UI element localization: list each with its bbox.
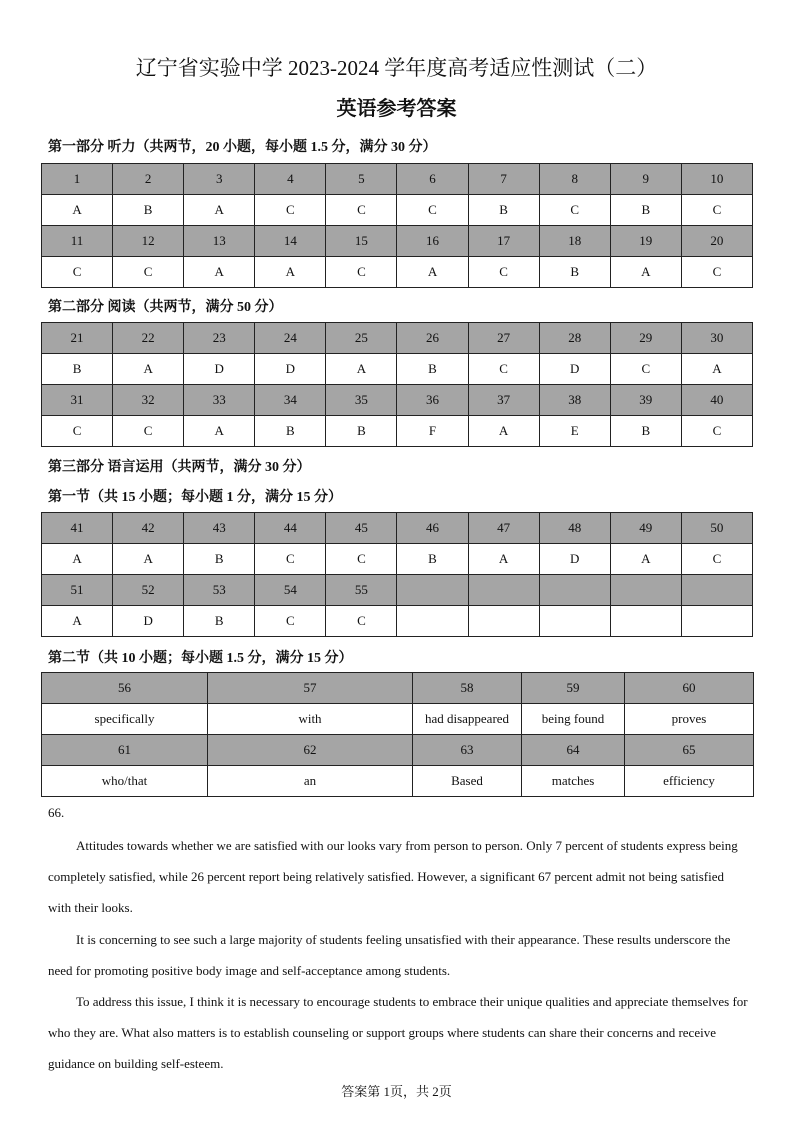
question-number-cell: 6 bbox=[397, 164, 468, 195]
answer-cell: A bbox=[468, 544, 539, 575]
question-number-cell: 16 bbox=[397, 226, 468, 257]
answer-cell: C bbox=[255, 606, 326, 637]
question-number-cell: 52 bbox=[113, 575, 184, 606]
answer-cell: A bbox=[113, 544, 184, 575]
question-number-cell: 9 bbox=[610, 164, 681, 195]
question-number-cell: 21 bbox=[42, 323, 113, 354]
answer-cell: A bbox=[255, 257, 326, 288]
question-number-cell: 55 bbox=[326, 575, 397, 606]
question-number-cell: 54 bbox=[255, 575, 326, 606]
question-number-cell: 35 bbox=[326, 385, 397, 416]
question-number-cell: 24 bbox=[255, 323, 326, 354]
question-number-cell: 45 bbox=[326, 513, 397, 544]
answer-row bbox=[42, 766, 754, 797]
question-number-cell: 51 bbox=[42, 575, 113, 606]
answer-cell: matches bbox=[522, 766, 625, 797]
answer-cell: an bbox=[208, 766, 413, 797]
question-number-cell bbox=[539, 575, 610, 606]
answer-cell: A bbox=[184, 257, 255, 288]
answer-cell: A bbox=[184, 416, 255, 447]
answer-cell: specifically bbox=[42, 704, 208, 735]
answer-cell bbox=[397, 606, 468, 637]
answer-cell: A bbox=[42, 544, 113, 575]
question-number-cell: 22 bbox=[113, 323, 184, 354]
answer-cell: C bbox=[681, 257, 752, 288]
answer-cell: C bbox=[113, 257, 184, 288]
question-number-cell: 2 bbox=[113, 164, 184, 195]
answer-cell: B bbox=[468, 195, 539, 226]
answer-row bbox=[42, 354, 753, 385]
question-number-cell: 20 bbox=[681, 226, 752, 257]
question-number-cell: 12 bbox=[113, 226, 184, 257]
question-number-cell: 14 bbox=[255, 226, 326, 257]
answer-cell: A bbox=[326, 354, 397, 385]
part2-heading: 第二部分 阅读（共两节，满分 50 分） bbox=[48, 300, 283, 315]
part3-heading: 第三部分 语言运用（共两节，满分 30 分） bbox=[48, 460, 311, 475]
question-number-cell: 40 bbox=[681, 385, 752, 416]
question-number-row bbox=[42, 575, 753, 606]
answer-cell: C bbox=[113, 416, 184, 447]
question-number-cell bbox=[610, 575, 681, 606]
question-number-cell: 1 bbox=[42, 164, 113, 195]
answer-cell: C bbox=[610, 354, 681, 385]
question-number-cell: 44 bbox=[255, 513, 326, 544]
answer-cell: with bbox=[208, 704, 413, 735]
answer-cell: F bbox=[397, 416, 468, 447]
question-number-cell: 37 bbox=[468, 385, 539, 416]
answer-cell: A bbox=[113, 354, 184, 385]
answer-cell: C bbox=[42, 257, 113, 288]
question-number-cell: 4 bbox=[255, 164, 326, 195]
answer-cell: B bbox=[397, 544, 468, 575]
part3-section2-heading: 第二节（共 10 小题；每小题 1.5 分，满分 15 分） bbox=[48, 651, 353, 666]
part3-section1-answer-table bbox=[41, 512, 753, 637]
answer-cell: A bbox=[610, 544, 681, 575]
question-number-cell bbox=[468, 575, 539, 606]
question-number-cell: 61 bbox=[42, 735, 208, 766]
document-subtitle: 英语参考答案 bbox=[336, 98, 457, 120]
question-number-cell bbox=[681, 575, 752, 606]
writing-paragraph: It is concerning to see such a large majority of students feeling unsatisfied with their appearance. These results underscore the need for promoting positive body image and self-acceptance among students. bbox=[48, 932, 731, 978]
answer-cell: C bbox=[681, 544, 752, 575]
question-number-cell: 46 bbox=[397, 513, 468, 544]
question-number-row bbox=[42, 164, 753, 195]
answer-cell: D bbox=[255, 354, 326, 385]
question-number-cell: 5 bbox=[326, 164, 397, 195]
answer-cell: C bbox=[539, 195, 610, 226]
answer-cell: A bbox=[42, 606, 113, 637]
question-number-cell: 43 bbox=[184, 513, 255, 544]
answer-cell: D bbox=[184, 354, 255, 385]
question-number-cell: 36 bbox=[397, 385, 468, 416]
answer-cell: C bbox=[468, 354, 539, 385]
answer-cell: C bbox=[397, 195, 468, 226]
question-number-row bbox=[42, 385, 753, 416]
question-number-cell: 28 bbox=[539, 323, 610, 354]
answer-cell: B bbox=[539, 257, 610, 288]
answer-row bbox=[42, 416, 753, 447]
answer-cell: B bbox=[113, 195, 184, 226]
question-number-cell: 49 bbox=[610, 513, 681, 544]
question-number-cell: 15 bbox=[326, 226, 397, 257]
answer-cell: C bbox=[681, 195, 752, 226]
question-number-cell: 33 bbox=[184, 385, 255, 416]
question-number-cell: 30 bbox=[681, 323, 752, 354]
part2-answer-table bbox=[41, 322, 753, 447]
answer-cell: D bbox=[539, 354, 610, 385]
question-number-cell: 34 bbox=[255, 385, 326, 416]
question-number-cell: 47 bbox=[468, 513, 539, 544]
question-number-cell: 38 bbox=[539, 385, 610, 416]
question-number-cell: 56 bbox=[42, 673, 208, 704]
question-number-cell: 42 bbox=[113, 513, 184, 544]
answer-cell: A bbox=[468, 416, 539, 447]
question-number-cell: 10 bbox=[681, 164, 752, 195]
question-number-cell: 48 bbox=[539, 513, 610, 544]
question-number-cell: 7 bbox=[468, 164, 539, 195]
question-number-cell: 57 bbox=[208, 673, 413, 704]
question-number-cell: 23 bbox=[184, 323, 255, 354]
question-number-cell: 59 bbox=[522, 673, 625, 704]
answer-cell: C bbox=[681, 416, 752, 447]
question-number-cell: 62 bbox=[208, 735, 413, 766]
answer-cell: B bbox=[184, 606, 255, 637]
answer-cell: who/that bbox=[42, 766, 208, 797]
question-number-cell: 26 bbox=[397, 323, 468, 354]
answer-cell: C bbox=[42, 416, 113, 447]
question-number-row bbox=[42, 226, 753, 257]
answer-cell: A bbox=[610, 257, 681, 288]
question-number-cell: 39 bbox=[610, 385, 681, 416]
answer-cell bbox=[539, 606, 610, 637]
question-number-cell: 27 bbox=[468, 323, 539, 354]
question-number-cell: 13 bbox=[184, 226, 255, 257]
answer-cell: C bbox=[255, 544, 326, 575]
question-number-cell: 58 bbox=[413, 673, 522, 704]
writing-paragraph: Attitudes towards whether we are satisfied with our looks vary from person to person. Only 7 percent of students express being completely satisfied, while 26 percent report being relatively satisfied. However, a significant 67 percent admit not being satisfied with their looks. bbox=[48, 838, 738, 915]
part1-answer-table bbox=[41, 163, 753, 288]
question-number-cell: 17 bbox=[468, 226, 539, 257]
answer-cell: proves bbox=[625, 704, 754, 735]
answer-cell: C bbox=[326, 195, 397, 226]
question-number-cell: 32 bbox=[113, 385, 184, 416]
answer-cell: A bbox=[42, 195, 113, 226]
question-number-cell: 18 bbox=[539, 226, 610, 257]
question-number-row bbox=[42, 673, 754, 704]
answer-cell bbox=[610, 606, 681, 637]
question-number-cell: 11 bbox=[42, 226, 113, 257]
answer-cell: D bbox=[539, 544, 610, 575]
question-number-row bbox=[42, 735, 754, 766]
question-number-cell: 63 bbox=[413, 735, 522, 766]
question-number-cell: 19 bbox=[610, 226, 681, 257]
writing-question-number: 66. bbox=[48, 805, 65, 820]
answer-cell: had disappeared bbox=[413, 704, 522, 735]
answer-cell: C bbox=[468, 257, 539, 288]
question-number-cell: 53 bbox=[184, 575, 255, 606]
answer-cell: B bbox=[610, 416, 681, 447]
answer-cell: C bbox=[255, 195, 326, 226]
part1-heading: 第一部分 听力（共两节，20 小题，每小题 1.5 分，满分 30 分） bbox=[48, 140, 437, 155]
writing-paragraph: To address this issue, I think it is necessary to encourage students to embrace their unique qualities and appreciate themselves for who they are. What also matters is to establish counseling or support groups where students can share their concerns and receive guidance on building self-esteem. bbox=[48, 994, 748, 1071]
answer-row bbox=[42, 704, 754, 735]
answer-cell bbox=[468, 606, 539, 637]
answer-cell: Based bbox=[413, 766, 522, 797]
question-number-cell: 41 bbox=[42, 513, 113, 544]
answer-cell: A bbox=[681, 354, 752, 385]
document-title: 辽宁省实验中学 2023-2024 学年度高考适应性测试（二） bbox=[135, 56, 658, 80]
answer-cell: B bbox=[326, 416, 397, 447]
question-number-cell: 25 bbox=[326, 323, 397, 354]
question-number-cell: 65 bbox=[625, 735, 754, 766]
answer-row bbox=[42, 257, 753, 288]
answer-row bbox=[42, 195, 753, 226]
question-number-row bbox=[42, 323, 753, 354]
question-number-cell: 60 bbox=[625, 673, 754, 704]
page-footer: 答案第 1页，共 2页 bbox=[341, 1084, 452, 1099]
answer-cell: C bbox=[326, 257, 397, 288]
question-number-cell: 50 bbox=[681, 513, 752, 544]
answer-row bbox=[42, 544, 753, 575]
question-number-cell: 31 bbox=[42, 385, 113, 416]
question-number-cell bbox=[397, 575, 468, 606]
answer-cell: being found bbox=[522, 704, 625, 735]
answer-cell: C bbox=[326, 544, 397, 575]
answer-cell: B bbox=[255, 416, 326, 447]
question-number-cell: 64 bbox=[522, 735, 625, 766]
question-number-cell: 29 bbox=[610, 323, 681, 354]
answer-cell: efficiency bbox=[625, 766, 754, 797]
part3-section1-heading: 第一节（共 15 小题；每小题 1 分，满分 15 分） bbox=[48, 490, 342, 505]
answer-cell: B bbox=[42, 354, 113, 385]
answer-cell: C bbox=[326, 606, 397, 637]
part3-section2-answer-table bbox=[41, 672, 754, 797]
question-number-cell: 3 bbox=[184, 164, 255, 195]
answer-cell: E bbox=[539, 416, 610, 447]
question-number-row bbox=[42, 513, 753, 544]
question-number-cell: 8 bbox=[539, 164, 610, 195]
answer-cell: B bbox=[610, 195, 681, 226]
answer-cell: A bbox=[184, 195, 255, 226]
answer-cell: A bbox=[397, 257, 468, 288]
answer-cell: B bbox=[184, 544, 255, 575]
answer-cell: D bbox=[113, 606, 184, 637]
answer-row bbox=[42, 606, 753, 637]
answer-cell: B bbox=[397, 354, 468, 385]
answer-cell bbox=[681, 606, 752, 637]
